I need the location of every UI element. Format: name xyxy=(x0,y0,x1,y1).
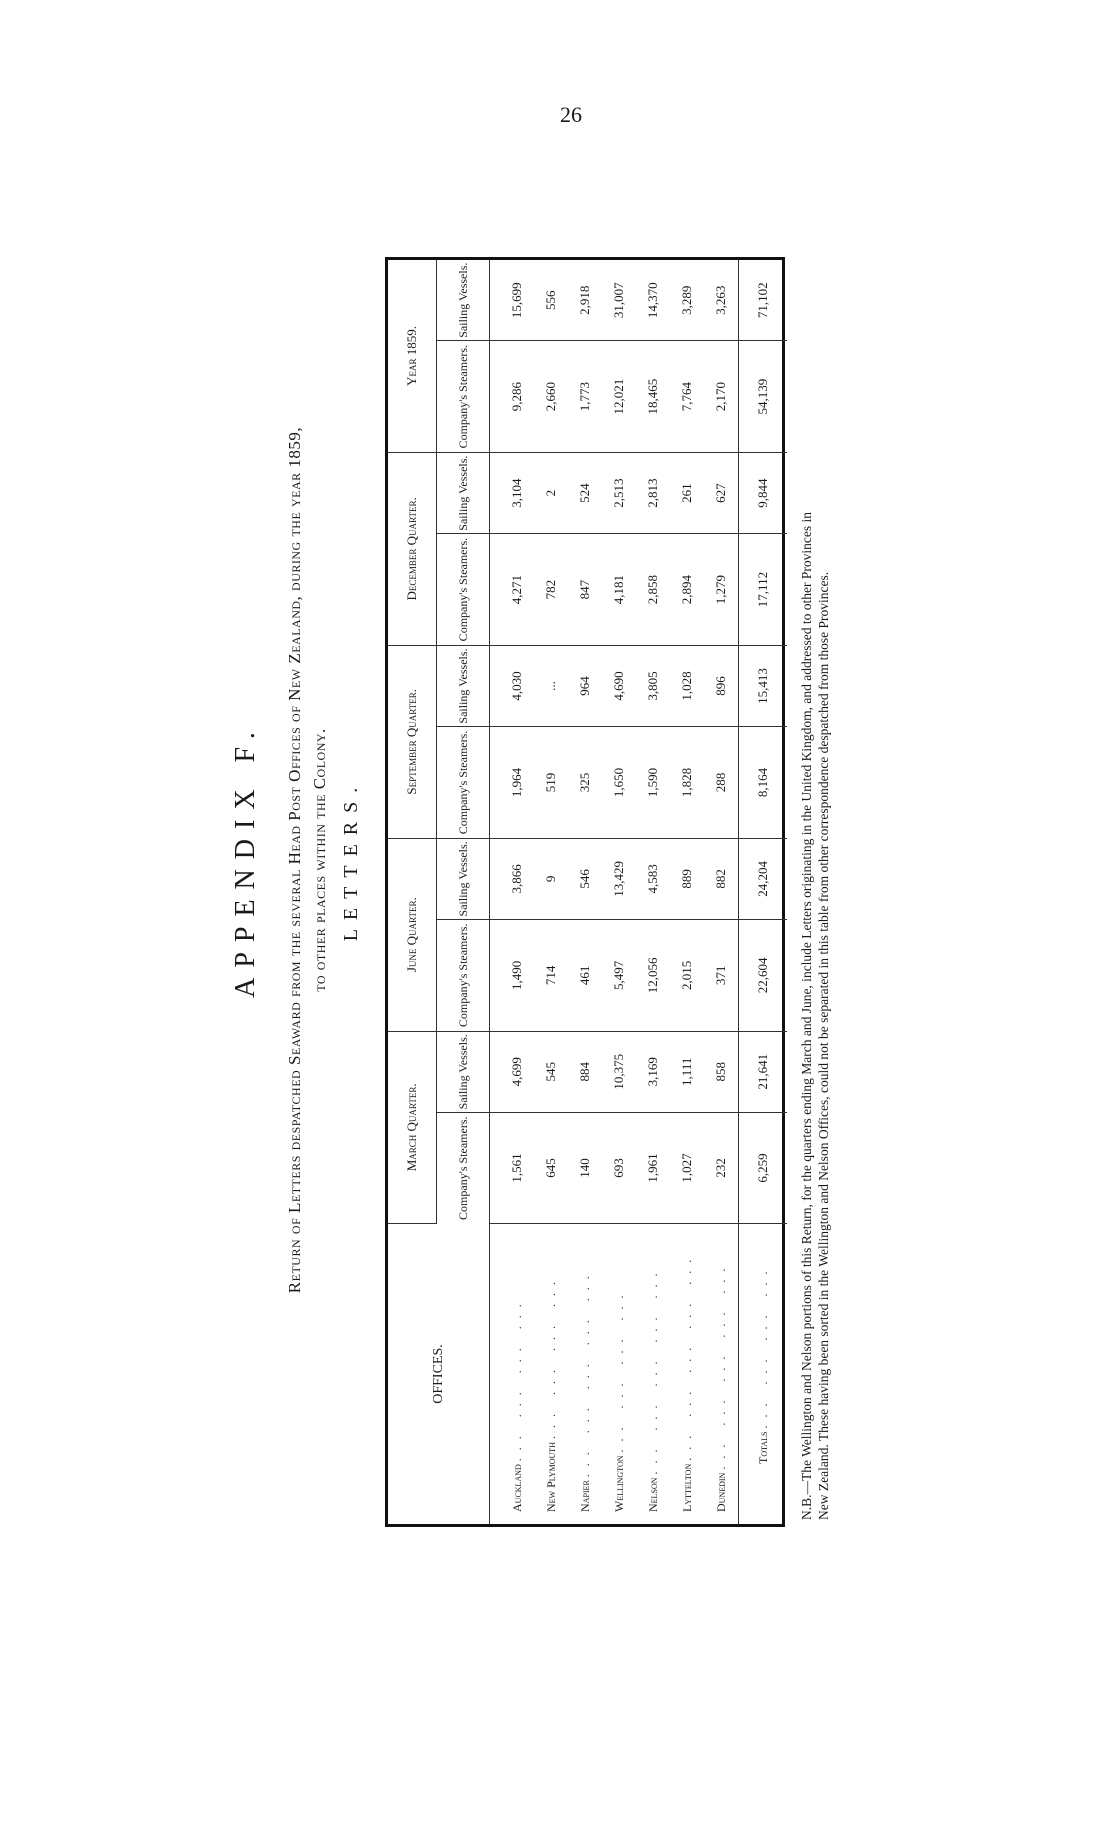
office-cell xyxy=(636,1224,670,1525)
office-name: Nelson xyxy=(645,1477,660,1512)
steamers-header: Company's Steamers. xyxy=(437,534,490,646)
value-cell: 15,699 xyxy=(490,260,535,341)
steamers-header: Company's Steamers. xyxy=(437,920,490,1032)
office-name: Lyttelton xyxy=(679,1463,694,1512)
value-cell: 1,561 xyxy=(490,1112,535,1223)
value-cell: 2,894 xyxy=(670,534,704,646)
value-cell: 4,030 xyxy=(490,645,535,726)
office-name: Dunedin xyxy=(713,1472,728,1512)
value-cell: 627 xyxy=(704,452,739,533)
value-cell: 325 xyxy=(568,727,602,839)
june-quarter-header: June Quarter. xyxy=(388,838,437,1031)
return-subtitle xyxy=(282,145,332,1575)
value-cell: 3,805 xyxy=(636,645,670,726)
office-cell xyxy=(602,1224,636,1525)
steamers-header: Company's Steamers. xyxy=(437,341,490,453)
value-cell: 232 xyxy=(704,1112,739,1223)
value-cell: 12,021 xyxy=(602,341,636,453)
value-cell: ... xyxy=(534,645,568,726)
value-cell: 889 xyxy=(670,838,704,919)
value-cell: 4,583 xyxy=(636,838,670,919)
value-cell: 9,286 xyxy=(490,341,535,453)
value-cell: 645 xyxy=(534,1112,568,1223)
section-heading: LETTERS. xyxy=(340,778,362,942)
value-cell: 1,111 xyxy=(670,1031,704,1112)
office-cell xyxy=(568,1224,602,1525)
value-cell: 4,271 xyxy=(490,534,535,646)
value-cell: 3,263 xyxy=(704,260,739,341)
total-cell: 54,139 xyxy=(739,341,788,453)
total-cell: 8,164 xyxy=(739,727,788,839)
value-cell: 519 xyxy=(534,727,568,839)
value-cell: 2,660 xyxy=(534,341,568,453)
leader-dots: ... ... ... ... xyxy=(543,1274,558,1440)
table-row xyxy=(704,260,739,1524)
footnote-line-1: N.B.—The Wellington and Nelson portions of this Return, for the quarters ending March and June, include Letters originating in the United Kingdom, and addressed to other Provinces in xyxy=(799,512,814,1520)
value-cell: 847 xyxy=(568,534,602,646)
value-cell: 4,699 xyxy=(490,1031,535,1112)
total-cell: 21,641 xyxy=(739,1031,788,1112)
value-cell: 10,375 xyxy=(602,1031,636,1112)
value-cell: 693 xyxy=(602,1112,636,1223)
office-name: Wellington xyxy=(611,1455,626,1512)
value-cell: 3,289 xyxy=(670,260,704,341)
value-cell: 2,513 xyxy=(602,452,636,533)
office-cell xyxy=(490,1224,535,1525)
value-cell: 2,813 xyxy=(636,452,670,533)
office-cell xyxy=(670,1224,704,1525)
sailing-header: Sailing Vessels. xyxy=(437,838,490,919)
value-cell: 882 xyxy=(704,838,739,919)
value-cell: 2,918 xyxy=(568,260,602,341)
footnote xyxy=(798,220,832,1520)
value-cell: 18,465 xyxy=(636,341,670,453)
steamers-header: Company's Steamers. xyxy=(437,1112,490,1223)
value-cell: 4,181 xyxy=(602,534,636,646)
total-cell: 71,102 xyxy=(739,260,788,341)
value-cell: 1,828 xyxy=(670,727,704,839)
subtitle-line-2: to other places within the Colony. xyxy=(310,728,329,992)
value-cell: 964 xyxy=(568,645,602,726)
march-quarter-header: March Quarter. xyxy=(388,1031,437,1223)
value-cell: 1,028 xyxy=(670,645,704,726)
value-cell: 2 xyxy=(534,452,568,533)
steamers-header: Company's Steamers. xyxy=(437,727,490,839)
total-cell: 6,259 xyxy=(739,1112,788,1223)
value-cell: 9 xyxy=(534,838,568,919)
value-cell: 2,170 xyxy=(704,341,739,453)
totals-label: Totals xyxy=(755,1431,770,1464)
offices-header: OFFICES. xyxy=(388,1224,490,1525)
value-cell: 896 xyxy=(704,645,739,726)
total-cell: 9,844 xyxy=(739,452,788,533)
value-cell: 1,964 xyxy=(490,727,535,839)
value-cell: 1,279 xyxy=(704,534,739,646)
table-body xyxy=(490,260,788,1524)
office-name: New Plymouth xyxy=(543,1442,558,1512)
footnote-line-2: New Zealand. These having been sorted in the Wellington and Nelson Offices, could not be separated in this table from other correspondence despatched from those Provinces. xyxy=(816,571,831,1520)
total-cell: 24,204 xyxy=(739,838,788,919)
rotated-page-content xyxy=(230,145,930,1575)
office-cell xyxy=(534,1224,568,1525)
value-cell: 782 xyxy=(534,534,568,646)
value-cell: 3,866 xyxy=(490,838,535,919)
table-row xyxy=(534,260,568,1524)
value-cell: 140 xyxy=(568,1112,602,1223)
table-row xyxy=(602,260,636,1524)
table-row xyxy=(670,260,704,1524)
sailing-header: Sailing Vessels. xyxy=(437,1031,490,1112)
leader-dots: ... ... ... ... ... xyxy=(679,1251,694,1461)
value-cell: 13,429 xyxy=(602,838,636,919)
total-cell: 22,604 xyxy=(739,920,788,1032)
value-cell: 1,027 xyxy=(670,1112,704,1223)
totals-row xyxy=(739,260,788,1524)
value-cell: 12,056 xyxy=(636,920,670,1032)
value-cell: 1,650 xyxy=(602,727,636,839)
sailing-header: Sailing Vessels. xyxy=(437,452,490,533)
office-name: Auckland xyxy=(509,1464,524,1512)
subtitle-line-1: Return of Letters despatched Seaward from the several Head Post Offices of New Zealand, during the year 1859, xyxy=(285,426,304,1294)
value-cell: 1,590 xyxy=(636,727,670,839)
value-cell: 3,104 xyxy=(490,452,535,533)
value-cell: 556 xyxy=(534,260,568,341)
leader-dots: ... ... ... ... ... xyxy=(645,1265,660,1475)
total-cell: 17,112 xyxy=(739,534,788,646)
september-quarter-header: September Quarter. xyxy=(388,645,437,838)
leader-dots: ... ... ... ... xyxy=(611,1287,626,1453)
value-cell: 3,169 xyxy=(636,1031,670,1112)
value-cell: 1,773 xyxy=(568,341,602,453)
sailing-header: Sailing Vessels. xyxy=(437,645,490,726)
total-cell: 15,413 xyxy=(739,645,788,726)
value-cell: 5,497 xyxy=(602,920,636,1032)
letters-table-frame xyxy=(385,257,785,1527)
appendix-title: APPENDIX F. xyxy=(230,722,261,998)
value-cell: 261 xyxy=(670,452,704,533)
value-cell: 4,690 xyxy=(602,645,636,726)
leader-dots: ... ... ... ... xyxy=(755,1263,770,1429)
value-cell: 524 xyxy=(568,452,602,533)
table-row xyxy=(636,260,670,1524)
value-cell: 14,370 xyxy=(636,260,670,341)
value-cell: 288 xyxy=(704,727,739,839)
value-cell: 371 xyxy=(704,920,739,1032)
value-cell: 1,961 xyxy=(636,1112,670,1223)
value-cell: 1,490 xyxy=(490,920,535,1032)
page-number: 26 xyxy=(560,102,582,127)
year-header: Year 1859. xyxy=(388,260,437,452)
value-cell: 546 xyxy=(568,838,602,919)
sailing-header: Sailing Vessels. xyxy=(437,260,490,341)
leader-dots: ... ... ... ... ... xyxy=(713,1260,728,1470)
value-cell: 2,858 xyxy=(636,534,670,646)
office-name: Napier xyxy=(577,1480,592,1512)
leader-dots: ... ... ... ... ... xyxy=(577,1268,592,1478)
table-row xyxy=(568,260,602,1524)
value-cell: 858 xyxy=(704,1031,739,1112)
value-cell: 884 xyxy=(568,1031,602,1112)
office-cell xyxy=(704,1224,739,1525)
totals-cell xyxy=(739,1224,788,1525)
value-cell: 7,764 xyxy=(670,341,704,453)
table-row xyxy=(490,260,535,1524)
letters-table xyxy=(388,260,787,1524)
value-cell: 2,015 xyxy=(670,920,704,1032)
leader-dots: ... ... ... ... xyxy=(509,1296,524,1462)
value-cell: 545 xyxy=(534,1031,568,1112)
value-cell: 461 xyxy=(568,920,602,1032)
value-cell: 31,007 xyxy=(602,260,636,341)
december-quarter-header: December Quarter. xyxy=(388,452,437,645)
value-cell: 714 xyxy=(534,920,568,1032)
